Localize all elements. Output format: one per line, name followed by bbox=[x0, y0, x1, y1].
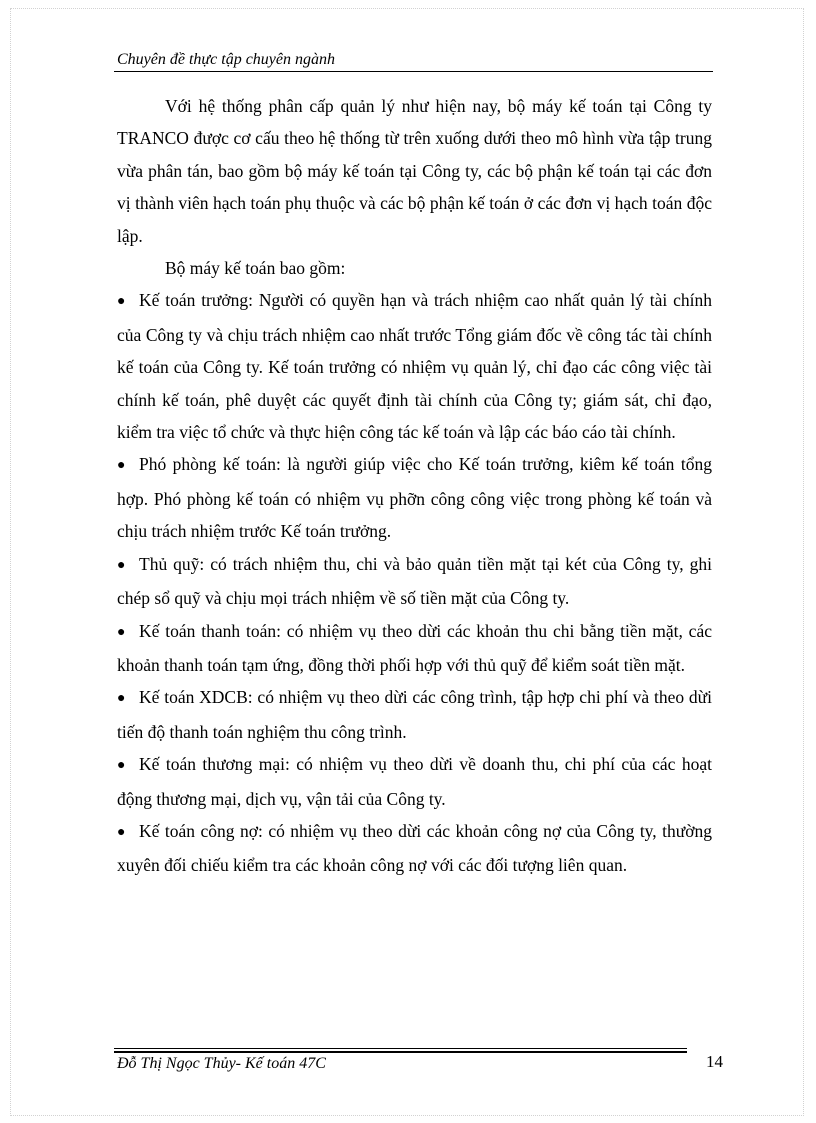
footer-rule-thick bbox=[114, 1051, 687, 1053]
lead-paragraph: Bộ máy kế toán bao gồm: bbox=[165, 258, 346, 279]
footer-rule bbox=[114, 1048, 687, 1049]
page-number: 14 bbox=[706, 1052, 723, 1071]
list-item bbox=[117, 284, 712, 448]
bullet-icon: ● bbox=[117, 458, 126, 474]
list-item-text: Kế toán thanh toán: có nhiệm vụ theo dừi các khoản thu chi bằng tiền mặt, các khoản thanh toán tạm ứng, đồng thời phối hợp với thủ quỹ để kiểm soát tiền mặt. bbox=[117, 620, 712, 675]
intro-paragraph: Với hệ thống phân cấp quản lý như hiện nay, bộ máy kế toán tại Công ty TRANCO được cơ cấu theo hệ thống từ trên xuống dưới theo mô hình vừa tập trung vừa phân tán, bao gồm bộ máy kế toán tại Công ty, các bộ phận kế toán tại các đơn vị thành viên hạch toán phụ thuộc và các bộ phận kế toán ở các đơn vị hạch toán độc lập. bbox=[117, 96, 712, 246]
document-body bbox=[117, 90, 712, 882]
bullet-icon: ● bbox=[117, 294, 126, 310]
list-item-text: Kế toán XDCB: có nhiệm vụ theo dừi các công trình, tập hợp chi phí và theo dừi tiến độ thanh toán nghiệm thu công trình. bbox=[117, 687, 712, 742]
list-item bbox=[117, 748, 712, 815]
bullet-icon: ● bbox=[117, 691, 126, 707]
bullet-icon: ● bbox=[117, 557, 126, 573]
list-item-text: Kế toán trưởng: Người có quyền hạn và trách nhiệm cao nhất quản lý tài chính của Công ty và chịu trách nhiệm cao nhất trước Tổng giám đốc về công tác tài chính kế toán của Công ty. Kế toán trưởng có nhiệm vụ quản lý, chỉ đạo các công việc tài chính kế toán, phê duyệt các quyết định tài chính của Công ty; giám sát, chỉ đạo, kiểm tra việc tổ chức và thực hiện công tác kế toán và lập các báo cáo tài chính. bbox=[117, 290, 712, 443]
bullet-icon: ● bbox=[117, 624, 126, 640]
bullet-icon: ● bbox=[117, 824, 126, 840]
list-item bbox=[117, 615, 712, 682]
list-item bbox=[117, 448, 712, 547]
list-item-text: Phó phòng kế toán: là người giúp việc cho Kế toán trưởng, kiêm kế toán tổng hợp. Phó phòng kế toán có nhiệm vụ phỡn công công việc trong phòng kế toán và chịu trách nhiệm trước Kế toán trưởng. bbox=[117, 454, 712, 542]
list-item-text: Kế toán công nợ: có nhiệm vụ theo dừi các khoản công nợ của Công ty, thường xuyên đối chiếu kiểm tra các khoản công nợ với các đối tượng liên quan. bbox=[117, 820, 712, 876]
list-item bbox=[117, 815, 712, 882]
footer-author: Đỗ Thị Ngọc Thủy- Kế toán 47C bbox=[117, 1055, 326, 1072]
list-item bbox=[117, 548, 712, 615]
bullet-icon: ● bbox=[117, 758, 126, 774]
list-item-text: Kế toán thương mại: có nhiệm vụ theo dừi về doanh thu, chi phí của các hoạt động thương mại, dịch vụ, vận tải của Công ty. bbox=[117, 754, 712, 809]
list-item-text: Thủ quỹ: có trách nhiệm thu, chi và bảo quản tiền mặt tại két của Công ty, ghi chép sổ quỹ và chịu mọi trách nhiệm về số tiền mặt của Công ty. bbox=[117, 553, 712, 609]
list-item bbox=[117, 681, 712, 748]
header-rule bbox=[114, 71, 713, 72]
running-header: Chuyên đề thực tập chuyên ngành bbox=[117, 51, 335, 68]
